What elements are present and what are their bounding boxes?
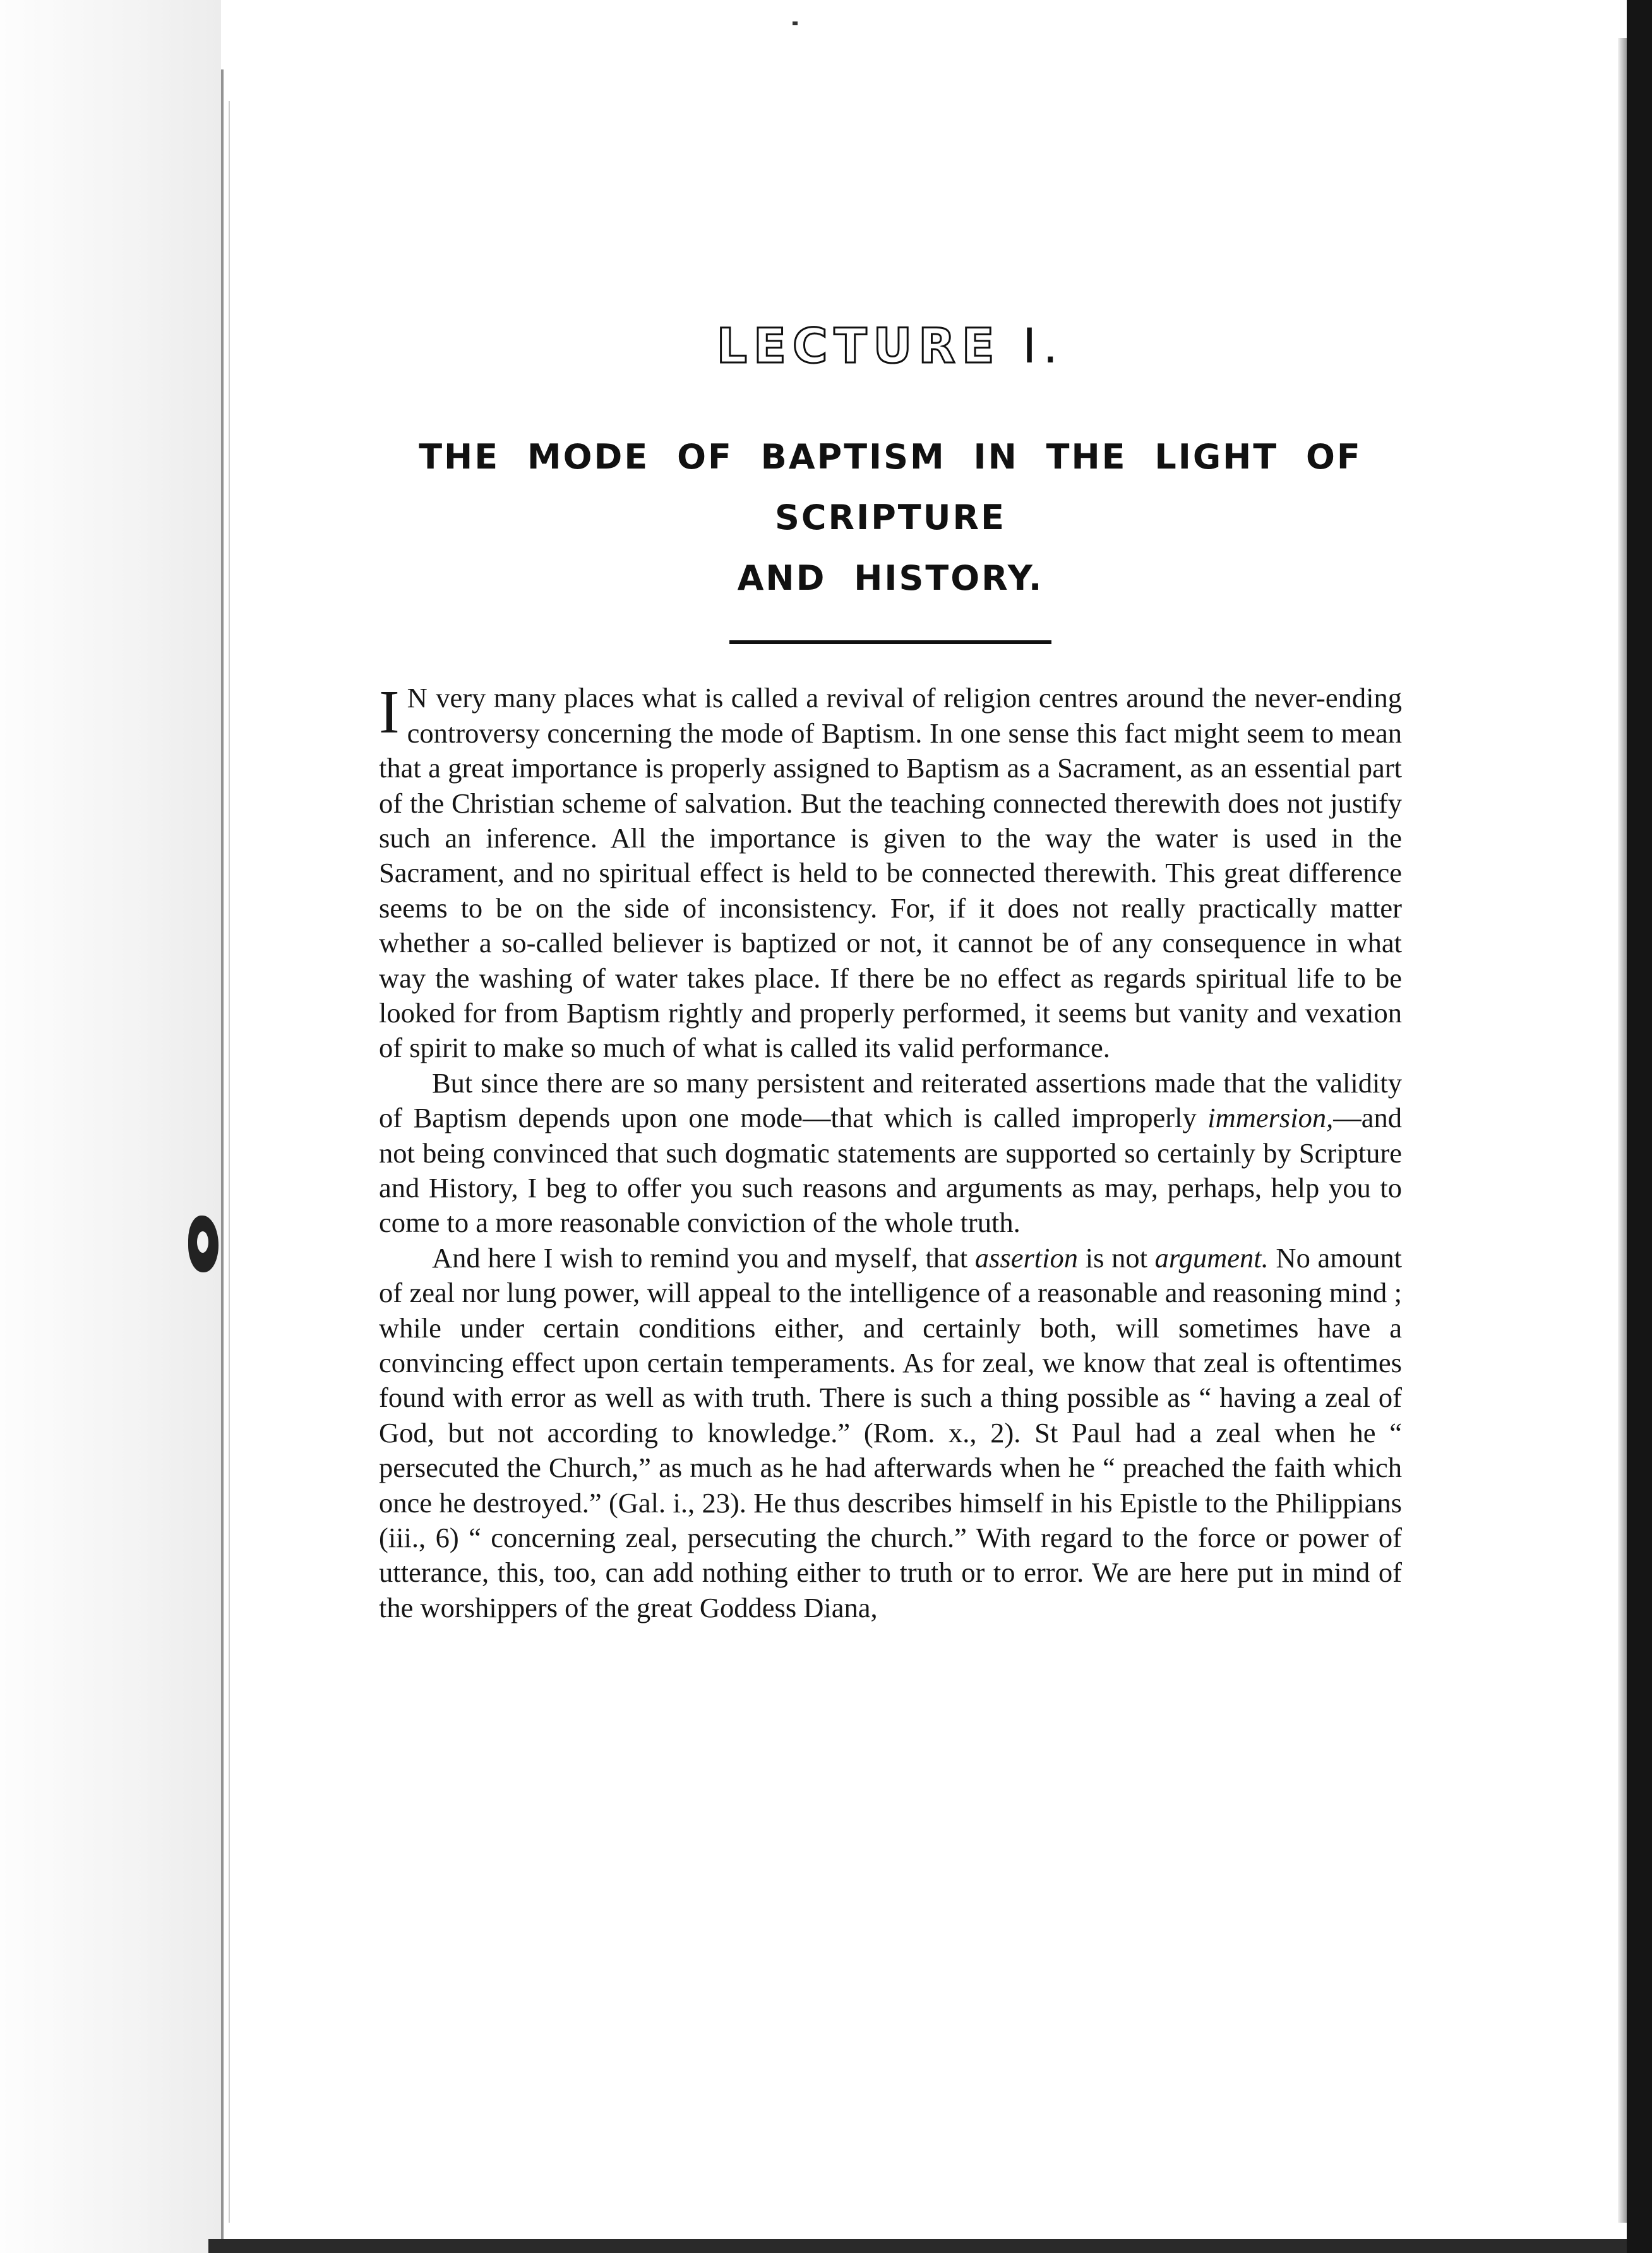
lecture-body [379,678,1402,1625]
paragraph-2-italic: immersion, [1207,1102,1334,1134]
paragraph-2 [379,1066,1402,1241]
paragraph-3-italic-2: argument. [1154,1241,1269,1274]
paragraph-3-text-a: And here I wish to remind you and myself, that [432,1241,975,1274]
lecture-word: LECTURE [716,318,1001,374]
paragraph-2-text-a: But since there are so many persistent and reiterated assertions made that the validity of Baptism depends upon one mode—that which is called improperly [379,1067,1402,1134]
paragraph-1-text: very many places what is called a revival of religion centres around the never-ending controversy concerning the mode of Baptism. In one sense this fact might seem to mean that a great importance is properly assigned to Baptism as a Sacrament, as an essential part of the Christian scheme of salvation. But the teaching connected therewith does not justify such an inference. All the importance is given to the way the water is used in the Sacrament, and no spiritual effect is held to be connected therewith. This great difference seems to be on the side of inconsistency. For, if it does not really practically matter whether a so-called believer is baptized or not, it cannot be of any consequence in what way the washing of water takes place. If there be no effect as regards spiritual life to be looked for from Baptism rightly and properly performed, it seems but vanity and vexation of spirit to make so much of what is called its valid performance. [379,682,1402,1064]
paragraph-1-lead: N [407,682,428,714]
lecture-numeral: I. [1022,318,1065,374]
binding-hole-center [197,1231,208,1253]
page-gutter [0,0,221,2253]
binding-fold-shadow [229,101,230,2223]
drop-cap: I [379,678,400,747]
paragraph-3 [379,1241,1402,1625]
paragraph-3-italic-1: assertion [974,1241,1078,1274]
paragraph-2-text-b: —and not being convinced that such dogmatic statements are supported so certainly by Scripture and History, I beg to offer you such reasons and arguments as may, perhaps, help you to come to a more reasonable conviction of the whole truth. [379,1102,1402,1239]
lecture-subtitle [379,427,1402,609]
scan-right-border [1627,0,1652,2253]
lecture-heading [379,318,1402,374]
title-divider-rule [729,640,1051,644]
scan-speck [793,21,798,25]
scan-bottom-border [208,2239,1627,2253]
page-content [379,297,1402,1625]
paragraph-3-text-b: is not [1078,1241,1155,1274]
paragraph-3-text-c: No amount of zeal nor lung power, will appeal to the intelligence of a reasonable and reasoning mind ; while under certain conditions either, and certainly both, will sometimes have a convincing effect upon certain temperaments. As for zeal, we know that zeal is oftentimes found with error as well as with truth. There is such a thing possible as “ having a zeal of God, but not according to knowledge.” (Rom. x., 2). St Paul had a zeal when he “ persecuted the Church,” as much as he had afterwards when he “ preached the faith which once he destroyed.” (Gal. i., 23). He thus describes himself in his Epistle to the Philippians (iii., 6) “ concerning zeal, persecuting the church.” With regard to the force or power of utterance, this, too, can add nothing either to truth or to error. We are here put in mind of the worshippers of the great Goddess Diana, [379,1241,1402,1623]
subtitle-line-1: THE MODE OF BAPTISM IN THE LIGHT OF SCRIPTURE [419,437,1362,538]
subtitle-line-2: AND HISTORY. [737,558,1044,599]
binding-fold-line [221,69,224,2242]
paragraph-1 [379,678,1402,1065]
page-edge-shadow [1618,38,1627,2223]
